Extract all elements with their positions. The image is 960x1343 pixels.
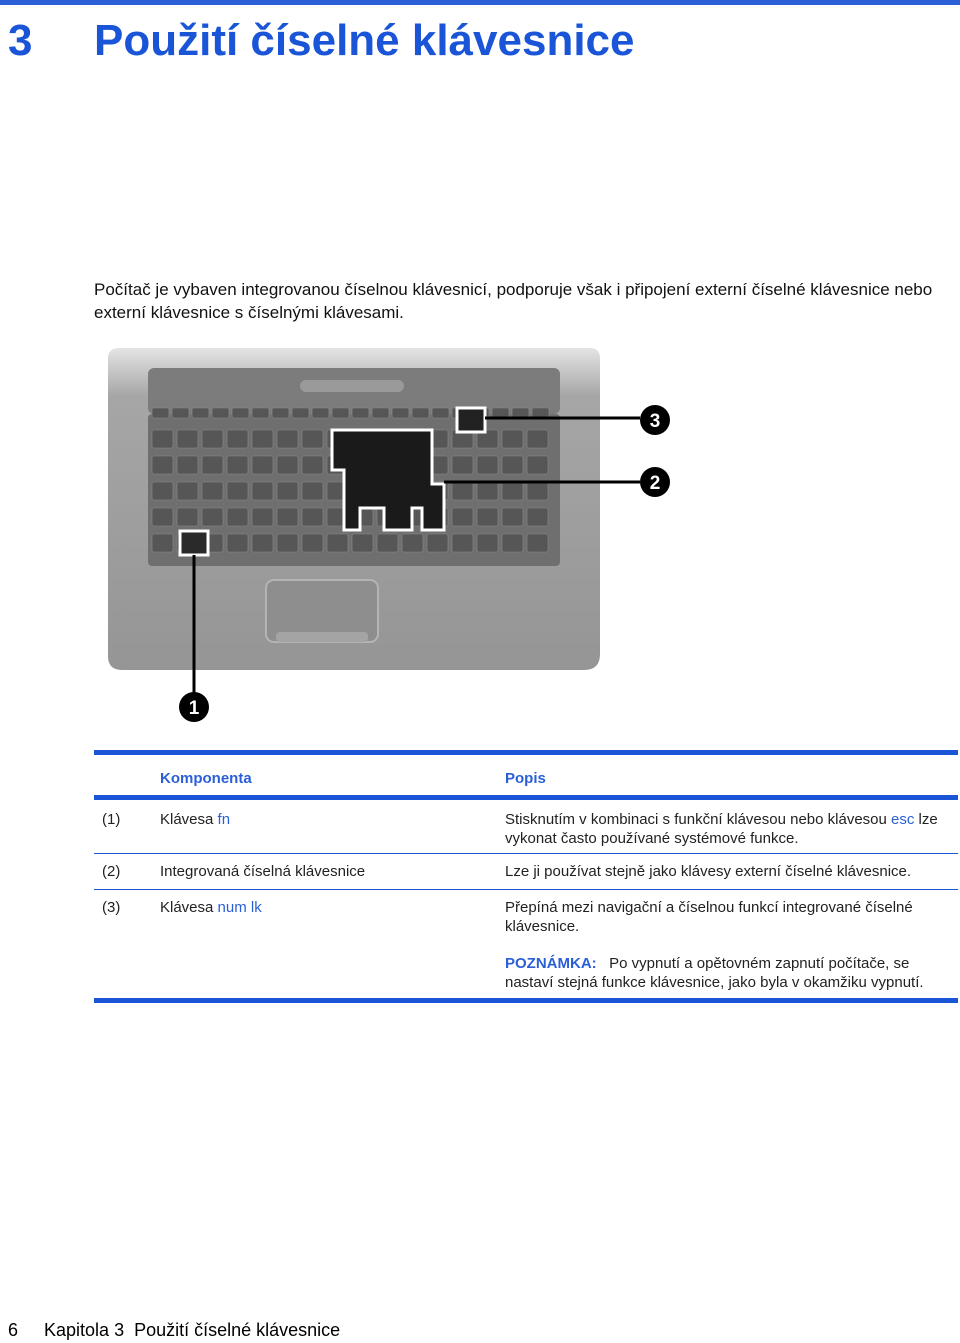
keyboard-key	[252, 430, 273, 448]
keyboard-key	[477, 482, 498, 500]
keyboard-key	[202, 482, 223, 500]
callout-1	[179, 692, 209, 722]
keyboard-key	[202, 508, 223, 526]
callout-2-label: 2	[649, 473, 661, 494]
keyboard-key	[227, 482, 248, 500]
row-description	[505, 810, 955, 848]
desc-part: lze vykonat často používané systémové funkce.	[505, 811, 938, 847]
keyboard-key	[152, 534, 173, 552]
note-text: Po vypnutí a opětovném zapnutí počítače, se nastaví stejná funkce klávesnice, jako byla v okamžiku vypnutí.	[505, 955, 924, 991]
row-description: Přepíná mezi navigační a číselnou funkcí integrované číselné klávesnice.	[505, 899, 913, 935]
keyboard-key	[177, 508, 198, 526]
footer-chapter-label: Kapitola 3	[44, 1320, 125, 1340]
keyboard-key	[172, 408, 189, 418]
keyboard-key	[232, 408, 249, 418]
component-table	[94, 750, 958, 1003]
keyboard-key	[277, 456, 298, 474]
keyboard-key	[177, 482, 198, 500]
keyboard-figure	[100, 344, 680, 724]
keyboard-key	[302, 482, 323, 500]
table-row	[94, 890, 958, 998]
keyboard-key	[227, 430, 248, 448]
keyboard-key	[227, 456, 248, 474]
keyboard-key	[227, 534, 248, 552]
keyboard-key	[152, 408, 169, 418]
keyboard-key	[352, 534, 373, 552]
row-number: (1)	[102, 811, 121, 828]
keyboard-key	[332, 408, 349, 418]
key-numlk: num lk	[217, 899, 262, 916]
intro-paragraph: Počítač je vybaven integrovanou číselnou klávesnicí, podporuje však i připojení externí číselné klávesnice nebo externí klávesnice s číselnými klávesami.	[94, 280, 933, 322]
keyboard-key	[202, 430, 223, 448]
footer-chapter-title: Použití číselné klávesnice	[134, 1320, 341, 1340]
row-name	[160, 810, 230, 829]
desc-part: Stisknutím v kombinaci s funkční klávesou nebo klávesou	[505, 811, 892, 828]
keyboard-key	[302, 430, 323, 448]
keyboard-key	[402, 534, 423, 552]
keyboard-key	[272, 408, 289, 418]
keyboard-key	[392, 408, 409, 418]
page-footer	[8, 1320, 340, 1341]
keyboard-key	[477, 508, 498, 526]
keyboard-key	[452, 456, 473, 474]
keyboard-key	[527, 482, 548, 500]
keyboard-key	[252, 408, 269, 418]
keyboard-key	[152, 456, 173, 474]
keyboard-key	[452, 482, 473, 500]
touchpad	[266, 580, 378, 642]
keyboard-key	[412, 408, 429, 418]
table-row	[94, 800, 958, 853]
table-header	[94, 755, 958, 795]
table-row	[94, 854, 958, 889]
keyboard-key	[277, 534, 298, 552]
key-esc: esc	[891, 811, 915, 828]
keyboard-key	[252, 456, 273, 474]
keyboard-key	[177, 430, 198, 448]
page-number: 6	[8, 1320, 19, 1340]
keyboard-key	[372, 408, 389, 418]
keyboard-key	[277, 482, 298, 500]
keyboard-key	[502, 456, 523, 474]
keyboard-key	[527, 534, 548, 552]
numlk-highlight	[457, 408, 485, 432]
row-name-prefix: Klávesa	[160, 811, 218, 828]
keyboard-key	[302, 534, 323, 552]
keyboard-key	[502, 430, 523, 448]
keyboard-key	[527, 508, 548, 526]
table-bottom-rule	[94, 998, 958, 1003]
chapter-number: 3	[8, 16, 33, 65]
keyboard-key	[152, 508, 173, 526]
keyboard-key	[527, 430, 548, 448]
keyboard-key	[377, 534, 398, 552]
callout-3	[640, 405, 670, 435]
keyboard-key	[352, 408, 369, 418]
chapter-title: Použití číselné klávesnice	[94, 16, 635, 65]
keyboard-key	[252, 534, 273, 552]
keyboard-key	[527, 456, 548, 474]
note-label: POZNÁMKA:	[505, 955, 597, 972]
keyboard-key	[277, 508, 298, 526]
keyboard-key	[212, 408, 229, 418]
key-fn: fn	[217, 811, 231, 828]
keyboard-key	[227, 508, 248, 526]
keyboard-key	[452, 508, 473, 526]
keyboard-key	[202, 456, 223, 474]
keyboard-key	[477, 456, 498, 474]
row-name	[160, 898, 262, 917]
row-number: (3)	[102, 899, 121, 916]
numpad-highlight	[332, 430, 444, 530]
keyboard-key	[502, 508, 523, 526]
row-name: Integrovaná číselná klávesnice	[160, 863, 366, 880]
row-description: Lze ji používat stejně jako klávesy externí číselné klávesnice.	[505, 863, 912, 880]
keyboard-key	[502, 482, 523, 500]
keyboard-key	[477, 534, 498, 552]
keyboard-key	[177, 456, 198, 474]
fn-highlight	[180, 531, 208, 555]
header-description: Popis	[505, 770, 546, 787]
keyboard-key	[432, 408, 449, 418]
keyboard-key	[302, 508, 323, 526]
keyboard-key	[192, 408, 209, 418]
keyboard-key	[302, 456, 323, 474]
keyboard-key	[292, 408, 309, 418]
callout-1-label: 1	[188, 698, 200, 719]
keyboard-key	[452, 534, 473, 552]
keyboard-key	[152, 430, 173, 448]
callout-2	[640, 467, 670, 497]
keyboard-key	[252, 482, 273, 500]
header-component: Komponenta	[160, 770, 252, 787]
keyboard-key	[327, 534, 348, 552]
keyboard-key	[252, 508, 273, 526]
row-name-prefix: Klávesa	[160, 899, 218, 916]
keyboard-key	[277, 430, 298, 448]
row-number: (2)	[102, 863, 121, 880]
callout-3-label: 3	[649, 411, 661, 432]
top-rule	[0, 0, 960, 5]
keyboard-key	[427, 534, 448, 552]
keyboard-key	[152, 482, 173, 500]
note	[505, 954, 955, 992]
keyboard-key	[502, 534, 523, 552]
keyboard-key	[312, 408, 329, 418]
